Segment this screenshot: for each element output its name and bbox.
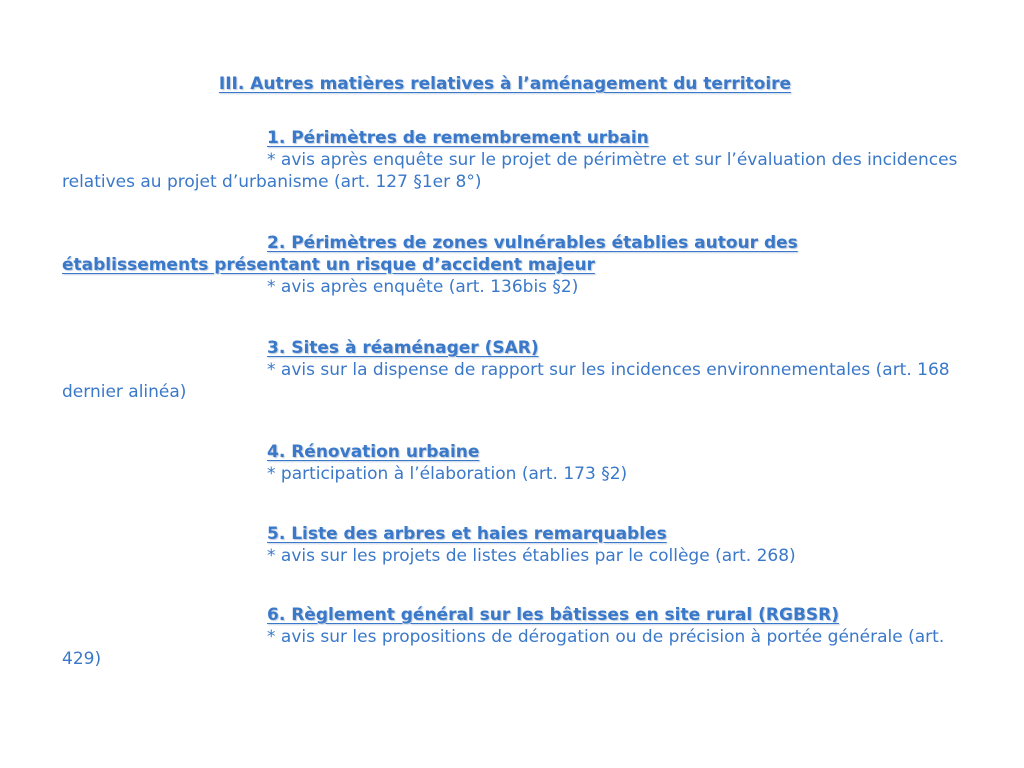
section-3-item: * avis sur la dispense de rapport sur les incidences environnementales (art. 168 dernier alinéa)	[62, 360, 950, 402]
section-2-heading: 2. Périmètres de zones vulnérables établies autour des établissements présentant un risque d’accident majeur	[62, 233, 798, 275]
section-4	[62, 441, 972, 485]
section-3	[62, 337, 972, 403]
section-6	[62, 604, 972, 670]
section-4-heading: 4. Rénovation urbaine	[267, 442, 480, 462]
section-5	[62, 523, 972, 567]
section-1	[62, 127, 972, 193]
section-3-heading: 3. Sites à réaménager (SAR)	[267, 338, 539, 358]
section-1-heading: 1. Périmètres de remembrement urbain	[267, 128, 649, 148]
section-5-heading: 5. Liste des arbres et haies remarquables	[267, 524, 667, 544]
section-4-item: * participation à l’élaboration (art. 173 §2)	[267, 464, 628, 484]
section-6-heading: 6. Règlement général sur les bâtisses en site rural (RGBSR)	[267, 605, 840, 625]
section-2	[62, 232, 972, 298]
section-1-item: * avis après enquête sur le projet de périmètre et sur l’évaluation des incidences relatives au projet d’urbanisme (art. 127 §1er 8°)	[62, 150, 958, 192]
section-5-item: * avis sur les projets de listes établies par le collège (art. 268)	[267, 546, 796, 566]
section-2-item: * avis après enquête (art. 136bis §2)	[267, 277, 579, 297]
slide-title: III. Autres matières relatives à l’aménagement du territoire	[218, 74, 792, 94]
section-6-item: * avis sur les propositions de dérogation ou de précision à portée générale (art. 429)	[62, 627, 945, 669]
